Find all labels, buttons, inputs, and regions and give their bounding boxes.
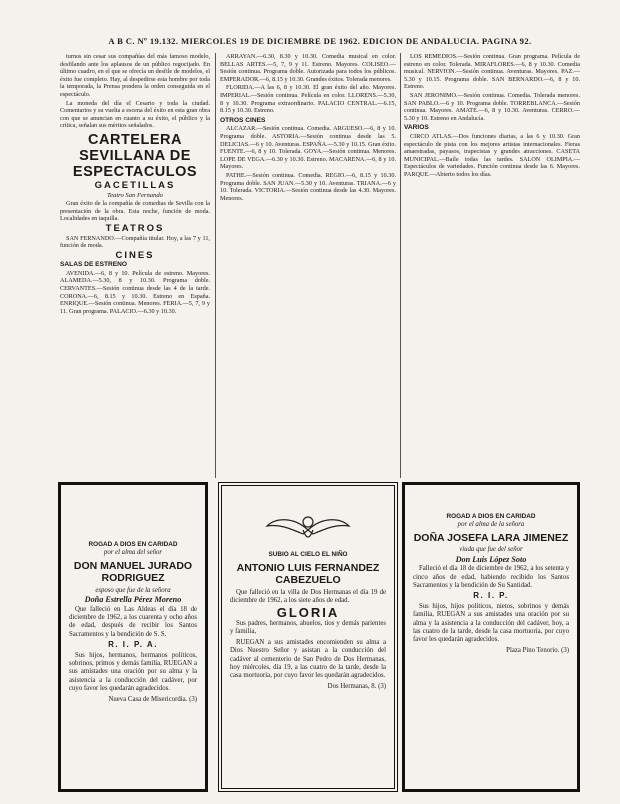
obit-prayer-sub: por el alma de la señora xyxy=(457,521,525,529)
obit-body: Sus hijos, hermanos, hermanos políticos, sobrinos, primos y demás familia, RUEGAN a sus amistades una oración por su alma y la asistencia a la conducción del cadáver, por cuyo favor les quedarán agradecidos. xyxy=(69,651,197,693)
obit-footer: Plaza Pino Tenorio. (3) xyxy=(506,646,569,654)
cinema-listing: LOS REMEDIOS.—Sesión continua. Gran programa. Película de estreno en color. Tolerada. MIRAFLORES.—6, 8 y 10.30. Comedia musical. NERVION.—Sesión continua. Aventuras. Mayores. PAZ.—5.30 y 10.15. Programa doble. SAN BERNARDO.—6, 8 y 10. Estreno. xyxy=(404,53,580,91)
obit-prayer: SUBIO AL CIELO EL NIÑO xyxy=(268,551,348,559)
obit-spouse-pre: viuda que fue del señor xyxy=(459,546,523,554)
teatro-text: Gran éxito de la compañía de comedias de Sevilla con la presentación de la obra. Esta noche, función de moda. Localidades en taquilla. xyxy=(60,200,210,223)
varios-text: CIRCO ATLAS.—Dos funciones diarias, a las 6 y 10.30. Gran espectáculo de pista con los mejores artistas internacionales. Fieras amaestradas, payasos, trapecistas y grandes atracciones. CASETA MUNICIPAL.—Baile todas las tardes. SALON OLIMPIA.—Espectáculos de variedades. Función continua desde las 6. Mayores. PARQUE.—Abierto todos los días. xyxy=(404,132,580,178)
cinema-listing: FLORIDA.—A las 6, 8 y 10.30. El gran éxito del año. Mayores. IMPERIAL.—Sesión continua. Película en color. LLORENS.—5.30, 8 y 10.30. Programa extraordinario. PALACIO CENTRAL.—6.15, 8.15 y 10.30. Estreno. xyxy=(220,84,396,115)
obit-name: DOÑA JOSEFA LARA JIMENEZ xyxy=(413,531,569,544)
column-divider xyxy=(400,53,401,478)
column-divider xyxy=(215,53,216,478)
cinema-listing: ARRAYAN.—6.30, 8.30 y 10.30. Comedia musical en color. BELLAS ARTES.—5, 7, 9 y 11. Estreno. Mayores. COLISEO.—Sesión continua. Programa doble. Autorizada para todos los públicos. EMPERADOR.—6, 8.15 y 10.30. Grandes éxitos. Tolerada menores. xyxy=(220,53,396,83)
cines-heading: CINES xyxy=(115,249,155,261)
salas-heading: SALAS DE ESTRENO xyxy=(60,261,128,269)
obit-rip: R. I. P. xyxy=(473,591,509,601)
obit-name: ANTONIO LUIS FERNANDEZ CABEZUELO xyxy=(236,561,380,587)
column-2 xyxy=(220,53,396,478)
obit-spouse: Doña Estrella Pérez Moreno xyxy=(84,595,182,605)
obit-body: Sus hijos, hijos políticos, nietos, sobrinos y demás familia, RUEGAN a sus amistades una oración por su alma y la asistencia a la conducción del cadáver, hoy, a las cuatro de la tarde, desde la casa mortuoria, por cuyo favor les quedarán agradecidos. xyxy=(413,602,569,644)
obit-prayer: ROGAD A DIOS EN CARIDAD xyxy=(446,513,536,520)
obit-died: Que falleció en la villa de Dos Hermanas el día 19 de diciembre de 1962, a los siete años de edad. xyxy=(230,588,386,605)
page-header: A B C. Nº 19.132. MIERCOLES 19 DE DICIEMBRE DE 1962. EDICION DE ANDALUCIA. PAGINA 92. xyxy=(108,36,532,46)
salas-text: AVENIDA.—6, 8 y 10. Película de estreno. Mayores. ALAMEDA.—5.30, 8 y 10.30. Programa doble. CERVANTES.—Sesión continua desde las 4 de la tarde. CORONA.—6, 8.15 y 10.30. Estreno en España. ENRIQUE.—Sesión continua. Menores. FERIA.—5, 7, 9 y 11. Gran programa. PALACIO.—6.30 y 10.30. xyxy=(60,269,210,315)
teatro-subheading: Teatro San Fernando xyxy=(107,191,163,199)
obit-family: Sus padres, hermanos, abuelos, tíos y demás parientes y familia, xyxy=(230,620,386,636)
otros-cines-heading: OTROS CINES xyxy=(220,116,266,124)
gacetillas-heading: GACETILLAS xyxy=(94,179,176,191)
article-paragraph: La moneda del día el Cesario y toda la ciudad. Comentarios y su vuelta a escena del éxito en esta gran obra con que se anuncian en cuanto a su éxito, el público y la crítica, señalan sus méritos señalados. xyxy=(60,99,210,130)
teatros-text: SAN FERNANDO.—Compañía titular. Hoy, a las 7 y 11, función de moda. xyxy=(60,234,210,250)
obit-rip: R. I. P. A. xyxy=(108,640,158,650)
obituary-jurado xyxy=(58,482,208,792)
obit-name: DON MANUEL JURADO RODRIGUEZ xyxy=(73,559,193,585)
article-intro: turnos sin cesar sus compañías del más famoso modelo, desfilando ante los aplausos de un público regocijado. En último cuadro, en el que se ofrecía un desfile de modelos, el éxito fue completo. Hay, al despedirse esta hombre por toda la temporada, la Prensa pondera la orden conseguida en el espectáculo. xyxy=(60,53,210,98)
angel-icon xyxy=(263,508,353,548)
obituary-lara xyxy=(402,482,580,792)
obit-spouse: Don Luis López Soto xyxy=(455,554,527,564)
teatros-heading: TEATROS xyxy=(105,222,165,234)
cinema-listing: PATHE.—Sesión continua. Comedia. REGIO.—6, 8.15 y 10.30. Programa doble. SAN JUAN.—5.30 y 10. Aventuras. TRIANA.—6 y 10. Tolerada. VICTORIA.—Sesión continua desde las 4.30. Mayores. Menores. xyxy=(220,171,396,202)
obit-body: RUEGAN a sus amistades encomienden su alma a Dios Nuestro Señor y asistan a la conducción del cadáver al cementerio de San Pedro de Dos Hermanas, hoy miércoles, día 19, a las cuatro de la tarde, desde la casa mortuoria, por cuyo favor les quedarán agradecidos. xyxy=(230,638,386,680)
listings-title: CARTELERA SEVILLANA DE ESPECTACULOS xyxy=(72,131,198,180)
varios-heading: VARIOS xyxy=(404,124,429,132)
obit-died: Que falleció en Las Aldeas el día 18 de diciembre de 1962, a los cuarenta y ocho años de edad, después de recibir los Santos Sacramentos y la bendición de S. S. xyxy=(69,605,197,638)
obit-footer: Nueva Casa de Misericordia. (3) xyxy=(108,695,197,703)
obituary-fernandez xyxy=(218,482,398,792)
obit-footer: Dos Hermanas, 8. (3) xyxy=(327,682,386,690)
obit-died: Falleció el día 18 de diciembre de 1962, a los setenta y cinco años de edad, habiendo recibido los Santos Sacramentos y la bendición de Su Santidad. xyxy=(413,565,569,589)
cinema-listing: ALCAZAR.—Sesión continua. Comedia. ARGUESO.—6, 8 y 10. Programa doble. ASTORIA.—Sesión continua desde las 5. DELICIAS.—6 y 10. Aventuras. ESPAÑA.—5.30 y 10.15. Gran éxito. FUENTE.—6, 8 y 10. Tolerada. GOYA.—Sesión continua. Menores. LOPE DE VEGA.—6.30 y 10.30. Estreno. MACARENA.—6, 8 y 10. Mayores. xyxy=(220,125,396,171)
cinema-listing: SAN JERONIMO.—Sesión continua. Comedia. Tolerada menores. SAN PABLO.—6 y 10. Programa doble. TORREBLANCA.—Sesión continua. Mayores. AMATE.—6, 8 y 10.30. Aventuras. CERRO.—5.30 y 10. Estreno en Andalucía. xyxy=(404,91,580,122)
obit-spouse-pre: esposo que fue de la señora xyxy=(95,586,171,594)
obit-prayer: ROGAD A DIOS EN CARIDAD xyxy=(88,541,178,548)
obit-gloria: GLORIA xyxy=(276,604,340,620)
column-3 xyxy=(404,53,580,478)
column-1 xyxy=(60,53,210,478)
obit-prayer-sub: por el alma del señor xyxy=(103,549,163,557)
